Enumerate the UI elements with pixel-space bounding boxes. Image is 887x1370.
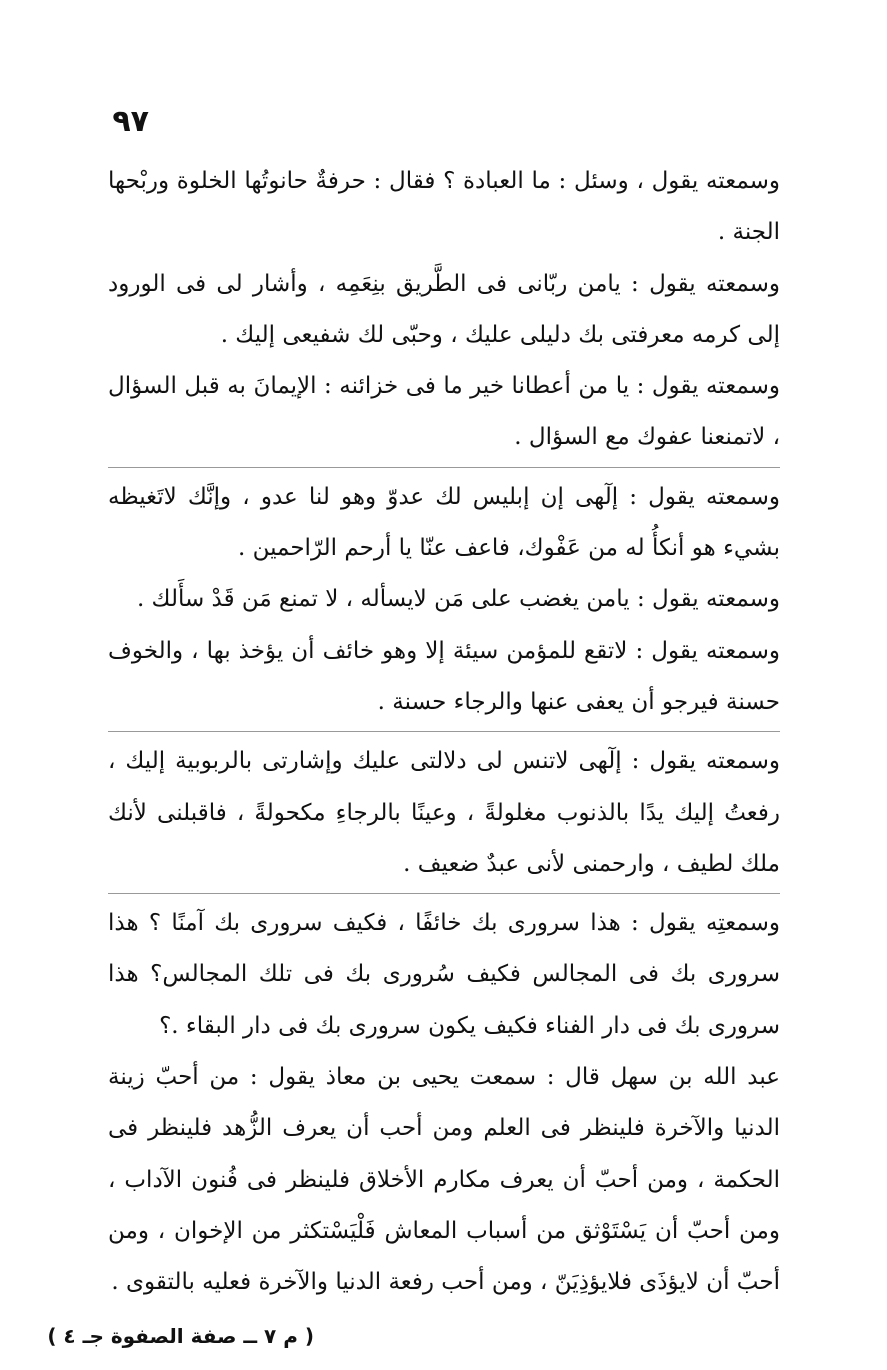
paragraph-1: وسمعته يقول ، وسئل : ما العبادة ؟ فقال : حرفةٌ حانوتُها الخلوة وربْحها الجنة . <box>108 168 780 246</box>
paragraph-8: وسمعتِه يقول : هذا سرورى بك خائفًا ، فكيف سرورى بك آمنًا ؟ هذا سرورى بك فى المجالس فكيف سُرورى بك فى تلك المجالس؟ هذا سرورى بك فى دار الفناء فكيف يكون سرورى بك فى دار البقاء .؟ <box>108 910 780 1039</box>
divider-rule <box>108 731 780 732</box>
paragraph-5: وسمعته يقول : يامن يغضب على مَن لايسأله ، لا تمنع مَن قَدْ سأَلك . <box>136 586 780 613</box>
paragraph-7: وسمعته يقول : إلٓهى لاتنس لى دلالتى عليك وإشارتى بالربوبية إليك ، رفعتُ إليك يدًا بالذنوب مغلولةً ، وعينًا بالرجاءِ مكحولةً ، فاقبلنى لأنك ملك لطيف ، وارحمنى لأنى عبدٌ ضعيف . <box>108 748 780 877</box>
divider-rule <box>108 467 780 468</box>
paragraph-2: وسمعته يقول : يامن ربّانى فى الطَّريق بنِعَمِه ، وأشار لى فى الورود إلى كرمه معرفتى بك دليلى عليك ، وحبّى لك شفيعى إليك . <box>108 270 780 348</box>
paragraph-6: وسمعته يقول : لاتقع للمؤمن سيئة إلا وهو خائف أن يؤخذ بها ، والخوف حسنة فيرجو أن يعفى عنها والرجاء حسنة . <box>108 637 780 715</box>
page-body <box>108 156 780 1309</box>
paragraph-9: عبد الله بن سهل قال : سمعت يحيى بن معاذ يقول : من أحبّ زينة الدنيا والآخرة فلينظر فى العلم ومن أحب أن يعرف الزُّهد فلينظر فى الحكمة ، ومن أحبّ أن يعرف مكارم الأخلاق فلينظر فى فُنون الآداب ، ومن أحبّ أن يَسْتَوْثق من أسباب المعاش فَلْيَسْتكثر من الإخوان ، ومن أحبّ أن لايؤذَى فلايؤذِيَنّ ، ومن أحب رفعة الدنيا والآخرة فعليه بالتقوى . <box>108 1064 780 1296</box>
paragraph-4: وسمعته يقول : إلٓهى إن إبليس لك عدوّ وهو لنا عدو ، وإنَّك لاتَغيظه بشيء هو أنكأُ له من عَفْوك، فاعف عنّا يا أرحم الرّاحمين . <box>108 483 780 562</box>
paragraph-3: وسمعته يقول : يا من أعطانا خير ما فى خزائنه : الإيمانَ به قبل السؤال ، لاتمنعنا عفوك مع السؤال . <box>108 373 780 451</box>
page-number: ٩٧ <box>112 104 149 139</box>
footer-signature: ( م ٧ ــ صفة الصفوة جـ ٤ ) <box>47 1324 314 1348</box>
divider-rule <box>108 893 780 894</box>
